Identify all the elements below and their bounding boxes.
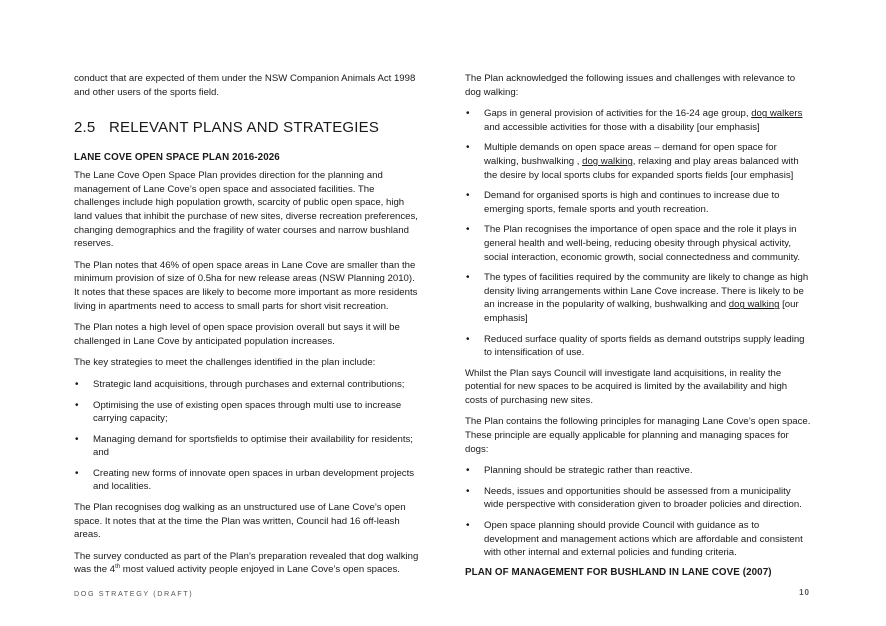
right-paragraph: Whilst the Plan says Council will investigate land acquisitions, in reality the potential for new spaces to be acquired is limited by the availability and high costs of purchasing new sites.	[465, 367, 788, 406]
section-heading	[74, 119, 420, 136]
footer-page-number: 10	[799, 588, 810, 597]
list-item: • Strategic land acquisitions, through purchases and external contributions;	[74, 378, 420, 392]
list-item	[465, 107, 811, 134]
text-span: The survey conducted as part of the Plan’s preparation revealed that dog walking was the 4	[74, 550, 419, 576]
text-span: and accessible activities for those with a disability [our emphasis]	[484, 121, 760, 133]
left-intro-paragraph: conduct that are expected of them under the NSW Companion Animals Act 1998 and other users of the sports field.	[74, 73, 416, 98]
text-span: Gaps in general provision of activities for the 16-24 age group,	[484, 108, 752, 120]
right-intro-paragraph: The Plan acknowledged the following issues and challenges with relevance to dog walking:	[465, 73, 796, 98]
superscript: th	[115, 564, 121, 571]
left-paragraph: The Plan recognises dog walking as an unstructured use of Lane Cove’s open space. It notes that at the time the Plan was written, Council had 16 off-leash areas.	[74, 502, 406, 541]
left-paragraph: The Plan notes a high level of open space provision overall but says it will be challenged in Lane Cove by anticipated population increases.	[74, 322, 400, 347]
text-span: most valued activity people enjoyed in Lane Cove’s open spaces.	[120, 564, 400, 576]
bushland-plan-subheading: PLAN OF MANAGEMENT FOR BUSHLAND IN LANE COVE (2007)	[465, 566, 772, 578]
underlined-text: dog walking	[728, 299, 780, 311]
left-paragraph: The key strategies to meet the challenges identified in the plan include:	[74, 357, 376, 369]
section-number: 2.5	[74, 119, 96, 137]
list-item: • Managing demand for sportsfields to optimise their availability for residents; and	[74, 433, 420, 460]
footer-document-title: DOG STRATEGY (DRAFT)	[74, 589, 194, 598]
left-paragraph: The Plan notes that 46% of open space areas in Lane Cove are smaller than the minimum provision of size of 0.5ha for new release areas (NSW Planning 2010). It notes that these spaces are likely to become more important as more residents living in apartments need to access to small parts for short visit recreation.	[74, 259, 418, 312]
right-paragraph: The Plan contains the following principles for managing Lane Cove’s open space. These principle are equally applicable for planning and managing spaces for dogs:	[465, 416, 811, 455]
underlined-text: dog walkers	[751, 108, 803, 120]
right-column	[465, 72, 811, 584]
list-item: • Demand for organised sports is high and continues to increase due to emerging sports, female sports and youth recreation.	[465, 189, 811, 216]
text-span: , relaxing and play areas balanced with the desire by local sports clubs for expanded sports fields [our emphasis]	[484, 155, 799, 181]
left-column	[74, 72, 420, 585]
section-title: RELEVANT PLANS AND STRATEGIES	[109, 119, 380, 137]
list-item: • Optimising the use of existing open spaces through multi use to increase carrying capacity;	[74, 399, 420, 426]
principles-list	[465, 464, 811, 560]
text-span: The types of facilities required by the community are likely to change as high density living arrangements within Lane Cove increase. There is likely to be an increase in the popularity of walking, bushwalking and	[484, 272, 809, 311]
list-item	[465, 141, 811, 182]
key-strategies-list	[74, 378, 420, 494]
list-item: • Open space planning should provide Council with guidance as to development and management actions which are affordable and consistent with other internal and external policies and funding criteria.	[465, 519, 811, 560]
list-item: • Needs, issues and opportunities should be assessed from a municipality wide perspective with consideration given to broader policies and direction.	[465, 485, 811, 512]
underlined-text: dog walking	[582, 155, 633, 167]
list-item: • Creating new forms of innovate open spaces in urban development projects and localities.	[74, 467, 420, 494]
text-span: [our emphasis]	[484, 299, 799, 324]
issues-list	[465, 107, 811, 360]
left-paragraph	[74, 550, 420, 577]
text-span: Multiple demands on open space areas – demand for open space for walking, bushwalking ,	[484, 142, 777, 167]
left-paragraph: The Lane Cove Open Space Plan provides direction for the planning and management of Lane Cove’s open space and associated facilities. The challenges include high population growth, scarcity of public open space, high land values that inhibit the purchase of new sites, diverse recreation preferences, changing demographics and the fragility of water courses and narrow bushland reserves.	[74, 170, 418, 250]
list-item	[465, 271, 811, 325]
list-item: • The Plan recognises the importance of open space and the role it plays in general health and well-being, reducing obesity through physical activity, social interaction, economic growth, social connectedness and community.	[465, 223, 811, 264]
open-space-plan-subheading: LANE COVE OPEN SPACE PLAN 2016-2026	[74, 152, 280, 164]
list-item: • Planning should be strategic rather than reactive.	[465, 464, 811, 478]
list-item: • Reduced surface quality of sports fields as demand outstrips supply leading to intensification of use.	[465, 333, 811, 360]
